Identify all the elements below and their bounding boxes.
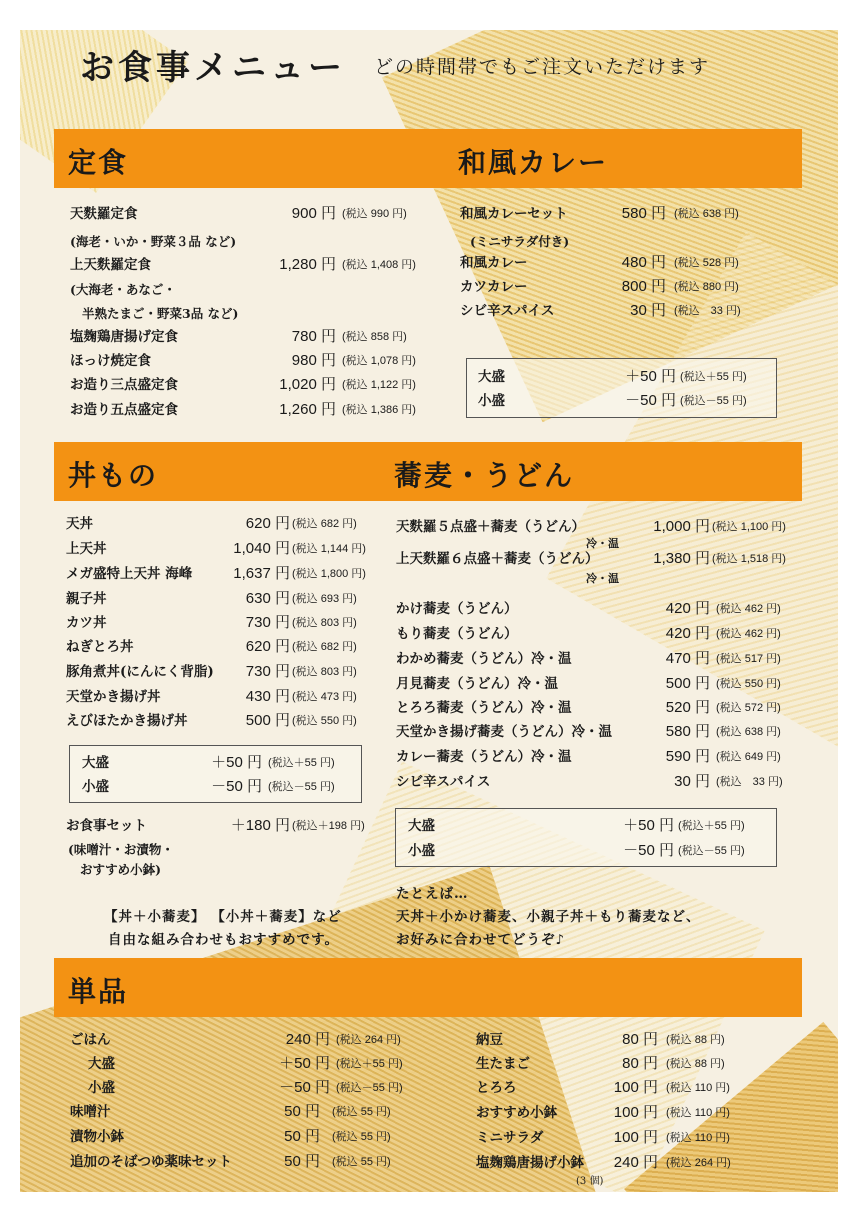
size-option	[478, 390, 778, 412]
item-name: わかめ蕎麦（うどん）冷・温	[396, 651, 572, 667]
item-price: 1,000 円	[653, 518, 710, 535]
menu-item	[66, 661, 396, 683]
item-name: シビ辛スパイス	[396, 774, 491, 790]
item-price: 500 円	[245, 712, 290, 729]
item-name: 天堂かき揚げ丼	[66, 689, 161, 705]
menu-item	[476, 1152, 776, 1174]
item-name: かけ蕎麦（うどん）	[396, 601, 518, 617]
item-name: カツ丼	[66, 615, 107, 631]
menu-item	[70, 1077, 430, 1099]
item-tax-price: (税込－55 円)	[336, 1082, 403, 1094]
item-name: ねぎとろ丼	[66, 639, 134, 655]
menu-item	[70, 1151, 430, 1173]
menu-item	[476, 1127, 776, 1149]
item-name: 和風カレーセット	[460, 206, 568, 222]
item-price: 1,380 円	[653, 550, 710, 567]
item-tax-price: (税込 1,122 円)	[342, 379, 416, 391]
item-tax-price: (税込 572 円)	[716, 702, 781, 714]
item-tax-price: (税込 880 円)	[674, 281, 739, 293]
menu-item	[396, 771, 806, 793]
item-tax-price: (税込 55 円)	[332, 1156, 391, 1168]
menu-item	[66, 686, 396, 708]
item-price: 1,040 円	[233, 540, 290, 557]
item-tax-price: (税込 1,100 円)	[712, 521, 786, 533]
item-tax-price: (税込－55 円)	[678, 845, 745, 857]
menu-item	[460, 203, 790, 225]
menu-item	[396, 598, 806, 620]
item-price: －50 円	[623, 842, 674, 859]
menu-item	[70, 1126, 430, 1148]
menu-item	[396, 746, 806, 768]
item-note: (味噌汁・お漬物・	[68, 842, 174, 857]
item-price: 100 円	[613, 1129, 658, 1146]
menu-item	[396, 648, 806, 670]
menu-item	[396, 697, 806, 719]
item-name: 納豆	[476, 1032, 503, 1048]
menu-item	[70, 1101, 430, 1123]
item-name: 小盛	[82, 779, 109, 795]
menu-item	[66, 513, 396, 535]
item-tax-price: (税込 462 円)	[716, 603, 781, 615]
section-title-donburi: 丼もの	[68, 459, 159, 492]
page-title: お食事メニュー	[80, 48, 346, 88]
menu-item	[70, 350, 440, 372]
item-price: 620 円	[245, 638, 290, 655]
item-name: 天丼	[66, 516, 93, 532]
menu-item	[476, 1029, 776, 1051]
item-price: 980 円	[291, 352, 336, 369]
item-price: －50 円	[279, 1079, 330, 1096]
menu-item	[460, 300, 790, 322]
item-price: ＋50 円	[279, 1055, 330, 1072]
item-name: シビ辛スパイス	[460, 303, 555, 319]
item-tax-price: (税込－55 円)	[680, 395, 747, 407]
item-name: 親子丼	[66, 591, 107, 607]
item-price: ＋50 円	[625, 368, 676, 385]
menu-item	[66, 710, 396, 732]
item-tax-price: (税込 462 円)	[716, 628, 781, 640]
item-price: 100 円	[613, 1079, 658, 1096]
menu-item	[396, 721, 806, 743]
menu-item	[70, 1053, 430, 1075]
temperature-option: 冷・温	[586, 572, 619, 585]
item-price: 420 円	[665, 625, 710, 642]
item-price: 580 円	[665, 723, 710, 740]
item-name: 天麩羅定食	[70, 206, 138, 222]
item-tax-price: (税込 1,408 円)	[342, 259, 416, 271]
item-name: 上天麩羅定食	[70, 257, 151, 273]
item-name: ごはん	[70, 1032, 111, 1048]
item-note: (ミニサラダ付き)	[470, 234, 570, 249]
item-price: 620 円	[245, 515, 290, 532]
item-price: 780 円	[291, 328, 336, 345]
section-bar-teishoku-curry	[54, 129, 802, 188]
item-name: カレー蕎麦（うどん）冷・温	[396, 749, 572, 765]
item-tax-price: (税込－55 円)	[268, 781, 335, 793]
item-price: 420 円	[665, 600, 710, 617]
item-price: 590 円	[665, 748, 710, 765]
item-price: ＋50 円	[623, 817, 674, 834]
menu-item	[66, 636, 396, 658]
item-tax-price: (税込 110 円)	[666, 1132, 730, 1144]
menu-item	[476, 1077, 776, 1099]
item-name: 天麩羅５点盛＋蕎麦（うどん）	[396, 519, 585, 535]
item-tax-price: (税込 990 円)	[342, 208, 407, 220]
menu-item-featured	[396, 548, 806, 570]
item-tax-price: (税込 264 円)	[666, 1157, 731, 1169]
page-subtitle: どの時間帯でもご注文いただけます	[374, 56, 711, 78]
section-bar-donburi-soba	[54, 442, 802, 501]
item-name: とろろ蕎麦（うどん）冷・温	[396, 700, 572, 716]
item-name: 小盛	[88, 1080, 115, 1096]
item-name: 味噌汁	[70, 1104, 111, 1120]
item-price: 80 円	[622, 1055, 658, 1072]
item-price: 1,020 円	[279, 376, 336, 393]
menu-item	[66, 588, 396, 610]
menu-item	[476, 1102, 776, 1124]
item-tax-price: (税込 55 円)	[332, 1106, 391, 1118]
item-price: 240 円	[613, 1154, 658, 1171]
combo-note: 自由な組み合わせもおすすめです。	[108, 932, 340, 948]
item-name: 和風カレー	[460, 255, 528, 271]
item-price: ＋50 円	[211, 754, 262, 771]
section-title-teishoku: 定食	[68, 146, 129, 179]
item-tax-price: (税込 1,144 円)	[292, 543, 366, 555]
example-note: お好みに合わせてどうぞ♪	[396, 932, 566, 948]
item-price: 520 円	[665, 699, 710, 716]
item-name: とろろ	[476, 1080, 517, 1096]
menu-item	[66, 538, 396, 560]
item-price: 630 円	[245, 590, 290, 607]
item-tax-price: (税込＋55 円)	[336, 1058, 403, 1070]
section-title-curry: 和風カレー	[458, 146, 609, 179]
item-price: 1,280 円	[279, 256, 336, 273]
item-name: お造り五点盛定食	[70, 402, 178, 418]
menu-item	[70, 374, 440, 396]
item-tax-price: (税込 682 円)	[292, 518, 357, 530]
item-name: 塩麹鶏唐揚げ定食	[70, 329, 178, 345]
item-tax-price: (税込 550 円)	[716, 678, 781, 690]
item-tax-price: (税込 33 円)	[716, 776, 783, 788]
menu-item	[476, 1053, 776, 1075]
size-option	[408, 815, 768, 837]
item-tax-price: (税込 550 円)	[292, 715, 357, 727]
item-price: 480 円	[621, 254, 666, 271]
item-name: 小盛	[408, 843, 435, 859]
item-price: 240 円	[285, 1031, 330, 1048]
menu-item	[70, 254, 440, 276]
item-name: 月見蕎麦（うどん）冷・温	[396, 676, 558, 692]
combo-note: 【丼＋小蕎麦】 【小丼＋蕎麦】など	[104, 909, 342, 925]
item-name: 塩麹鶏唐揚げ小鉢	[476, 1155, 584, 1171]
item-tax-price: (税込 55 円)	[332, 1131, 391, 1143]
item-price: 730 円	[245, 614, 290, 631]
item-name: 上天麩羅６点盛＋蕎麦（うどん）	[396, 551, 599, 567]
item-note: (大海老・あなご・	[70, 282, 176, 297]
item-name: ほっけ焼定食	[70, 353, 151, 369]
menu-item	[70, 326, 440, 348]
item-name: お造り三点盛定食	[70, 377, 178, 393]
item-tax-price: (税込 693 円)	[292, 593, 357, 605]
item-name: 漬物小鉢	[70, 1129, 124, 1145]
item-name: お食事セット	[66, 818, 147, 834]
item-tax-price: (税込 517 円)	[716, 653, 781, 665]
menu-item	[70, 1029, 430, 1051]
example-note: たとえば…	[396, 886, 469, 902]
example-note: 天丼＋小かけ蕎麦、小親子丼＋もり蕎麦など、	[396, 909, 701, 925]
item-price: 30 円	[630, 302, 666, 319]
item-tax-price: (税込＋55 円)	[680, 371, 747, 383]
item-tax-price: (税込 858 円)	[342, 331, 407, 343]
item-tax-price: (税込 803 円)	[292, 617, 357, 629]
item-tax-price: (税込＋55 円)	[678, 820, 745, 832]
item-tax-price: (税込 264 円)	[336, 1034, 401, 1046]
item-tax-price: (税込 528 円)	[674, 257, 739, 269]
item-price: ＋180 円	[230, 817, 290, 834]
item-name: 上天丼	[66, 541, 107, 557]
item-name: 小盛	[478, 393, 505, 409]
item-price: 1,637 円	[233, 565, 290, 582]
item-note: (海老・いか・野菜３品 など)	[70, 234, 237, 249]
item-price: 100 円	[613, 1104, 658, 1121]
item-tax-price: (税込＋198 円)	[292, 820, 365, 832]
item-name: 天堂かき揚げ蕎麦（うどん）冷・温	[396, 724, 612, 740]
item-name: 大盛	[88, 1056, 115, 1072]
item-tax-price: (税込 473 円)	[292, 691, 357, 703]
item-note: 半熟たまご・野菜3品 など)	[82, 306, 239, 321]
menu-item	[70, 399, 440, 421]
item-name: 大盛	[408, 818, 435, 834]
item-name: メガ盛特上天丼 海峰	[66, 566, 193, 582]
item-tax-price: (税込 110 円)	[666, 1082, 730, 1094]
size-option	[408, 840, 768, 862]
item-name: もり蕎麦（うどん）	[396, 626, 518, 642]
item-price: 1,260 円	[279, 401, 336, 418]
item-price: 30 円	[674, 773, 710, 790]
size-option	[478, 366, 778, 388]
item-price: 430 円	[245, 688, 290, 705]
item-tax-price: (税込 1,386 円)	[342, 404, 416, 416]
item-price: 80 円	[622, 1031, 658, 1048]
item-name: 豚角煮丼(にんにく背脂)	[66, 664, 214, 680]
item-tax-price: (税込 1,078 円)	[342, 355, 416, 367]
section-bar-tanpin	[54, 958, 802, 1017]
item-price: 50 円	[284, 1153, 320, 1170]
item-name: えびほたかき揚げ丼	[66, 713, 188, 729]
item-price: 580 円	[621, 205, 666, 222]
item-tax-price: (税込 638 円)	[674, 208, 739, 220]
menu-item	[460, 276, 790, 298]
section-title-soba: 蕎麦・うどん	[394, 459, 575, 492]
size-option	[82, 776, 372, 798]
item-price: 470 円	[665, 650, 710, 667]
item-price: 50 円	[284, 1128, 320, 1145]
item-tax-price: (税込＋55 円)	[268, 757, 335, 769]
item-name: 追加のそばつゆ薬味セット	[70, 1154, 232, 1170]
item-tax-price: (税込 88 円)	[666, 1034, 725, 1046]
item-note: (3 個)	[576, 1176, 604, 1187]
item-tax-price: (税込 1,518 円)	[712, 553, 786, 565]
menu-item	[396, 673, 806, 695]
menu-item	[460, 252, 790, 274]
item-name: 生たまご	[476, 1056, 530, 1072]
item-tax-price: (税込 110 円)	[666, 1107, 730, 1119]
size-option	[82, 752, 372, 774]
item-tax-price: (税込 638 円)	[716, 726, 781, 738]
item-name: ミニサラダ	[476, 1130, 544, 1146]
menu-item	[66, 563, 396, 585]
menu-item	[70, 203, 440, 225]
menu-item	[66, 612, 396, 634]
item-tax-price: (税込 1,800 円)	[292, 568, 366, 580]
item-price: 500 円	[665, 675, 710, 692]
item-price: 800 円	[621, 278, 666, 295]
item-name: カツカレー	[460, 279, 528, 295]
menu-item	[396, 623, 806, 645]
item-tax-price: (税込 649 円)	[716, 751, 781, 763]
item-name: おすすめ小鉢	[476, 1105, 558, 1121]
item-price: －50 円	[211, 778, 262, 795]
meal-set-item	[66, 815, 396, 837]
item-tax-price: (税込 88 円)	[666, 1058, 725, 1070]
section-title-tanpin: 単品	[68, 975, 129, 1008]
item-tax-price: (税込 803 円)	[292, 666, 357, 678]
item-price: 50 円	[284, 1103, 320, 1120]
item-price: 730 円	[245, 663, 290, 680]
item-tax-price: (税込 33 円)	[674, 305, 741, 317]
temperature-option: 冷・温	[586, 537, 619, 550]
item-note: おすすめ小鉢)	[80, 862, 162, 877]
item-price: 900 円	[291, 205, 336, 222]
item-name: 大盛	[82, 755, 109, 771]
item-tax-price: (税込 682 円)	[292, 641, 357, 653]
item-price: －50 円	[625, 392, 676, 409]
item-name: 大盛	[478, 369, 505, 385]
